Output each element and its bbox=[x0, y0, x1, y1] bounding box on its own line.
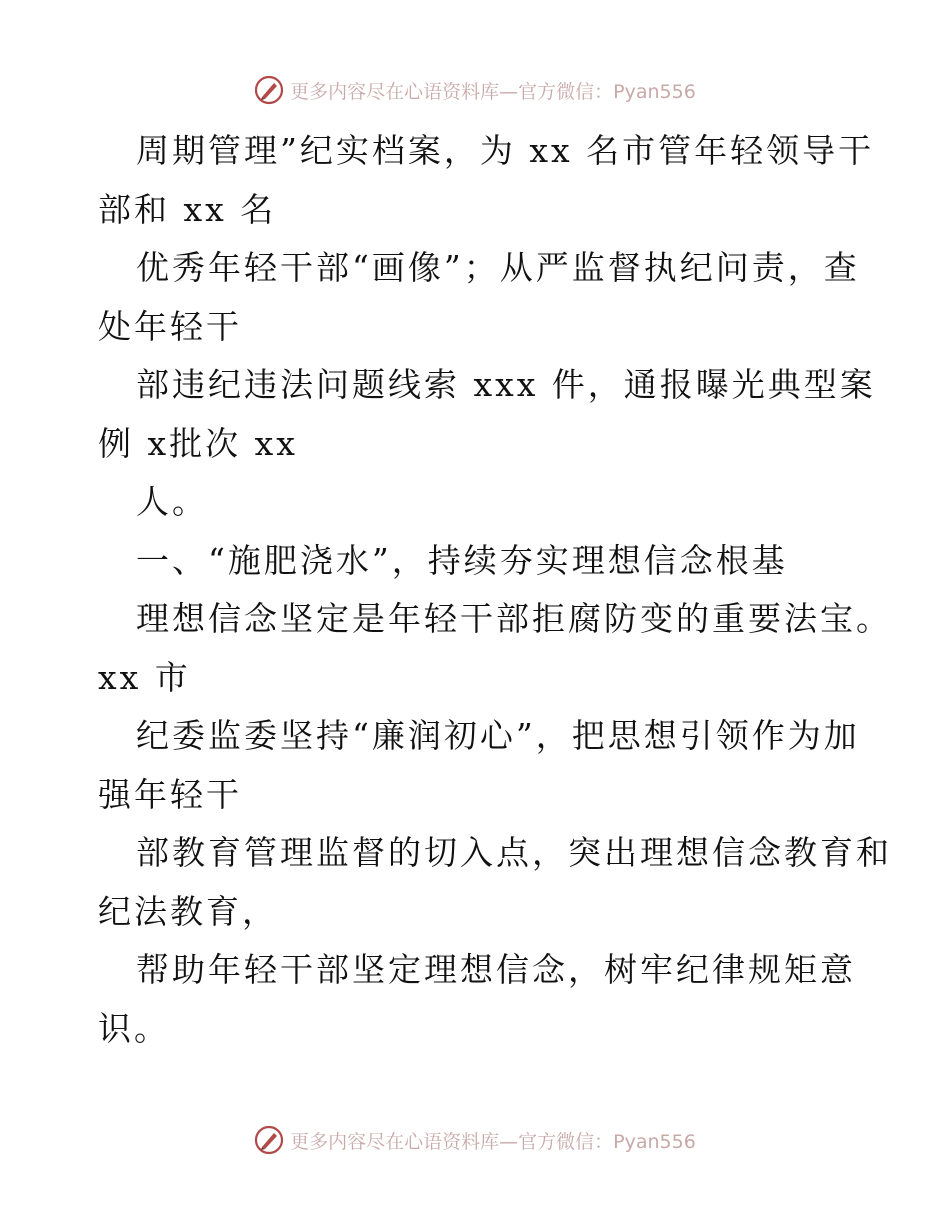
document-body bbox=[98, 122, 892, 1058]
body-line: 周期管理”纪实档案，为 xx 名市管年轻领导干 bbox=[136, 131, 875, 170]
section-heading: 一、“施肥浇水”，持续夯实理想信念根基 bbox=[136, 540, 788, 580]
body-line: 处年轻干 bbox=[98, 306, 242, 346]
body-line: 理想信念坚定是年轻干部拒腐防变的重要法宝。 bbox=[136, 599, 892, 638]
footer-banner bbox=[0, 1120, 950, 1160]
pen-logo-icon bbox=[254, 1125, 284, 1155]
body-line: 人。 bbox=[136, 482, 208, 521]
body-line: 部和 xx 名 bbox=[98, 189, 277, 229]
body-line: 部教育管理监督的切入点，突出理想信念教育和 bbox=[136, 833, 892, 872]
body-line: 部违纪违法问题线索 xxx 件，通报曝光典型案 bbox=[136, 365, 876, 404]
body-line: 帮助年轻干部坚定理想信念，树牢纪律规矩意 bbox=[136, 950, 856, 989]
footer-banner-text: 更多内容尽在心语资料库—官方微信：Pyan556 bbox=[290, 1130, 696, 1153]
header-banner bbox=[0, 70, 950, 110]
header-banner-text: 更多内容尽在心语资料库—官方微信：Pyan556 bbox=[290, 80, 696, 103]
body-line: xx 市 bbox=[98, 657, 191, 697]
body-line: 例 x批次 xx bbox=[98, 423, 298, 463]
pen-logo-icon bbox=[254, 75, 284, 105]
body-line: 优秀年轻干部“画像”；从严监督执纪问责，查 bbox=[136, 248, 860, 287]
body-line: 纪法教育， bbox=[98, 891, 278, 931]
body-line: 强年轻干 bbox=[98, 774, 242, 814]
body-line: 纪委监委坚持“廉润初心”，把思想引领作为加 bbox=[136, 716, 860, 755]
body-line: 识。 bbox=[98, 1008, 170, 1048]
